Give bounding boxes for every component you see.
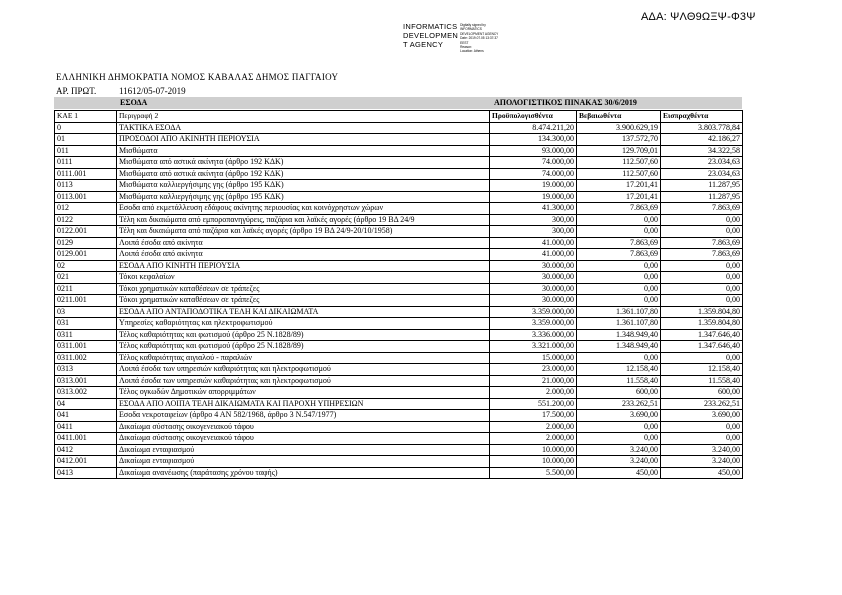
description-cell: Δικαίωμα ανανέωσης (παράτασης χρόνου ταφής) xyxy=(117,467,490,479)
table-row xyxy=(55,352,743,364)
assessed-cell: 0,00 xyxy=(577,214,661,226)
kae-cell: 041 xyxy=(55,410,117,422)
budgeted-cell: 2.000,00 xyxy=(490,433,577,445)
collected-cell: 3.240,00 xyxy=(661,444,743,456)
collected-cell: 600,00 xyxy=(661,387,743,399)
description-cell: Εσοδα από εκμετάλλευση εδάφους ακίνητης περιουσίας και κοινόχρηστων χώρων xyxy=(117,203,490,215)
digital-signature-stamp xyxy=(403,22,498,54)
table-row xyxy=(55,387,743,399)
kae-cell: 04 xyxy=(55,398,117,410)
assessed-cell: 0,00 xyxy=(577,421,661,433)
kae-cell: 0211.001 xyxy=(55,295,117,307)
collected-cell: 1.347.646,40 xyxy=(661,329,743,341)
budgeted-cell: 3.336.000,00 xyxy=(490,329,577,341)
description-cell: Τέλος ογκωδών Δημοτικών απορριμμάτων xyxy=(117,387,490,399)
table-row xyxy=(55,226,743,238)
budgeted-cell: 30.000,00 xyxy=(490,260,577,272)
table-row xyxy=(55,456,743,468)
budgeted-cell: 300,00 xyxy=(490,226,577,238)
assessed-cell: 129.709,01 xyxy=(577,145,661,157)
kae-cell: 0211 xyxy=(55,283,117,295)
budgeted-cell: 41.000,00 xyxy=(490,249,577,261)
table-row xyxy=(55,329,743,341)
budgeted-cell: 2.000,00 xyxy=(490,421,577,433)
assessed-cell: 3.900.629,19 xyxy=(577,122,661,134)
description-cell: Μισθώματα από αστικά ακίνητα (άρθρο 192 ΚΔΚ) xyxy=(117,157,490,169)
assessed-cell: 137.572,70 xyxy=(577,134,661,146)
collected-cell: 0,00 xyxy=(661,352,743,364)
assessed-cell: 0,00 xyxy=(577,260,661,272)
kae-cell: 02 xyxy=(55,260,117,272)
column-header: Βεβαιωθέντα xyxy=(577,111,661,123)
table-row xyxy=(55,341,743,353)
signature-line: INFORMATICS xyxy=(460,27,482,32)
collected-cell: 7.863,69 xyxy=(661,249,743,261)
budgeted-cell: 10.000,00 xyxy=(490,456,577,468)
kae-cell: 0313 xyxy=(55,364,117,376)
collected-cell: 3.240,00 xyxy=(661,456,743,468)
description-cell: ΤΑΚΤΙΚΑ ΕΣΟΔΑ xyxy=(117,122,490,134)
table-row xyxy=(55,180,743,192)
assessed-cell: 11.558,40 xyxy=(577,375,661,387)
table-row xyxy=(55,134,743,146)
kae-cell: 0413 xyxy=(55,467,117,479)
logo-line: INFORMATICS xyxy=(403,22,458,31)
description-cell: Δικαίωμα σύστασης οικογενειακού τάφου xyxy=(117,421,490,433)
budgeted-cell: 19.000,00 xyxy=(490,191,577,203)
budgeted-cell: 74.000,00 xyxy=(490,168,577,180)
description-cell: Μισθώματα xyxy=(117,145,490,157)
table-row xyxy=(55,168,743,180)
description-cell: ΕΣΟΔΑ ΑΠΟ ΚΙΝΗΤΗ ΠΕΡΙΟΥΣΙΑ xyxy=(117,260,490,272)
collected-cell: 23.034,63 xyxy=(661,168,743,180)
assessed-cell: 112.507,60 xyxy=(577,168,661,180)
budgeted-cell: 3.321.000,00 xyxy=(490,341,577,353)
table-row xyxy=(55,157,743,169)
budgeted-cell: 23.000,00 xyxy=(490,364,577,376)
assessed-cell: 7.863,69 xyxy=(577,237,661,249)
description-cell: Δικαίωμα ενταφιασμού xyxy=(117,444,490,456)
description-cell: ΠΡΟΣΟΔΟΙ ΑΠΟ ΑΚΙΝΗΤΗ ΠΕΡΙΟΥΣΙΑ xyxy=(117,134,490,146)
protocol-number xyxy=(56,86,186,96)
collected-cell: 0,00 xyxy=(661,421,743,433)
organization-header: ΕΛΛΗΝΙΚΗ ΔΗΜΟΚΡΑΤΙΑ ΝΟΜΟΣ ΚΑΒΑΛΑΣ ΔΗΜΟΣ ΠΑΓΓΑΙΟΥ xyxy=(56,72,339,82)
budgeted-cell: 3.359.000,00 xyxy=(490,318,577,330)
budgeted-cell: 30.000,00 xyxy=(490,283,577,295)
column-header: ΚΑΕ 1 xyxy=(55,111,117,123)
assessed-cell: 3.240,00 xyxy=(577,444,661,456)
description-cell: Τόκοι κεφαλαίων xyxy=(117,272,490,284)
budgeted-cell: 93.000,00 xyxy=(490,145,577,157)
kae-cell: 031 xyxy=(55,318,117,330)
description-cell: Δικαίωμα ενταφιασμού xyxy=(117,456,490,468)
collected-cell: 3.803.778,84 xyxy=(661,122,743,134)
description-cell: Λοιπά έσοδα των υπηρεσιών καθαριότητας και ηλεκτροφωτισμού xyxy=(117,364,490,376)
collected-cell: 34.322,58 xyxy=(661,145,743,157)
signature-details xyxy=(460,23,498,54)
assessed-cell: 17.201,41 xyxy=(577,180,661,192)
collected-cell: 0,00 xyxy=(661,214,743,226)
description-cell: Τόκοι χρηματικών καταθέσεων σε τράπεζες xyxy=(117,295,490,307)
table-row xyxy=(55,467,743,479)
table-header-row xyxy=(55,111,743,123)
assessed-cell: 3.240,00 xyxy=(577,456,661,468)
table-row xyxy=(55,191,743,203)
kae-cell: 0129 xyxy=(55,237,117,249)
kae-cell: 0411.001 xyxy=(55,433,117,445)
table-row xyxy=(55,145,743,157)
budgeted-cell: 8.474.211,20 xyxy=(490,122,577,134)
table-row xyxy=(55,306,743,318)
budgeted-cell: 5.500,00 xyxy=(490,467,577,479)
kae-cell: 0 xyxy=(55,122,117,134)
table-row xyxy=(55,375,743,387)
column-header: Εισπραχθέντα xyxy=(661,111,743,123)
description-cell: Δικαίωμα σύστασης οικογενειακού τάφου xyxy=(117,433,490,445)
assessed-cell: 112.507,60 xyxy=(577,157,661,169)
assessed-cell: 7.863,69 xyxy=(577,203,661,215)
assessed-cell: 0,00 xyxy=(577,433,661,445)
table-row xyxy=(55,398,743,410)
assessed-cell: 0,00 xyxy=(577,352,661,364)
kae-cell: 0311 xyxy=(55,329,117,341)
description-cell: Λοιπά έσοδα από ακίνητα xyxy=(117,249,490,261)
kae-cell: 0113.001 xyxy=(55,191,117,203)
collected-cell: 1.347.646,40 xyxy=(661,341,743,353)
collected-cell: 3.690,00 xyxy=(661,410,743,422)
table-row xyxy=(55,318,743,330)
assessed-cell: 233.262,51 xyxy=(577,398,661,410)
description-cell: Μισθώματα καλλιεργήσιμης γης (άρθρο 195 ΚΔΚ) xyxy=(117,180,490,192)
table-row xyxy=(55,433,743,445)
description-cell: Τέλος καθαριότητας και φωτισμού (άρθρο 25 Ν.1828/89) xyxy=(117,329,490,341)
assessed-cell: 0,00 xyxy=(577,226,661,238)
collected-cell: 0,00 xyxy=(661,295,743,307)
section-band xyxy=(54,97,742,109)
budgeted-cell: 10.000,00 xyxy=(490,444,577,456)
assessed-cell: 3.690,00 xyxy=(577,410,661,422)
signature-line: DEVELOPMENT AGENCY xyxy=(460,31,499,36)
kae-cell: 0311.001 xyxy=(55,341,117,353)
protocol-label: ΑΡ. ΠΡΩΤ. xyxy=(56,86,97,96)
kae-cell: 01 xyxy=(55,134,117,146)
assessed-cell: 17.201,41 xyxy=(577,191,661,203)
description-cell: Τέλος καθαριότητας αιγιαλού - παραλιών xyxy=(117,352,490,364)
collected-cell: 0,00 xyxy=(661,226,743,238)
collected-cell: 42.186,27 xyxy=(661,134,743,146)
table-row xyxy=(55,272,743,284)
kae-cell: 0313.002 xyxy=(55,387,117,399)
kae-cell: 021 xyxy=(55,272,117,284)
assessed-cell: 1.361.107,80 xyxy=(577,306,661,318)
table-row xyxy=(55,364,743,376)
kae-cell: 0129.001 xyxy=(55,249,117,261)
assessed-cell: 0,00 xyxy=(577,295,661,307)
logo-line: DEVELOPMEN xyxy=(403,31,459,40)
assessed-cell: 0,00 xyxy=(577,283,661,295)
kae-cell: 0311.002 xyxy=(55,352,117,364)
collected-cell: 0,00 xyxy=(661,272,743,284)
collected-cell: 450,00 xyxy=(661,467,743,479)
budgeted-cell: 19.000,00 xyxy=(490,180,577,192)
collected-cell: 0,00 xyxy=(661,283,743,295)
table-row xyxy=(55,214,743,226)
budgeted-cell: 17.500,00 xyxy=(490,410,577,422)
budgeted-cell: 30.000,00 xyxy=(490,295,577,307)
budgeted-cell: 74.000,00 xyxy=(490,157,577,169)
table-row xyxy=(55,249,743,261)
budgeted-cell: 21.000,00 xyxy=(490,375,577,387)
description-cell: ΕΣΟΔΑ ΑΠΟ ΑΝΤΑΠΟΔΟΤΙΚΑ ΤΕΛΗ ΚΑΙ ΔΙΚΑΙΩΜΑΤΑ xyxy=(117,306,490,318)
description-cell: Λοιπά έσοδα των υπηρεσιών καθαριότητας και ηλεκτροφωτισμού xyxy=(117,375,490,387)
kae-cell: 0313.001 xyxy=(55,375,117,387)
kae-cell: 0122.001 xyxy=(55,226,117,238)
ada-code: ΑΔΑ: ΨΛΘ9ΩΞΨ-Φ3Ψ xyxy=(641,11,756,23)
budgeted-cell: 134.300,00 xyxy=(490,134,577,146)
signature-line: Location: Athens xyxy=(460,49,484,54)
kae-cell: 0111.001 xyxy=(55,168,117,180)
budgeted-cell: 300,00 xyxy=(490,214,577,226)
description-cell: ΕΣΟΔΑ ΑΠΟ ΛΟΙΠΑ ΤΕΛΗ ΔΙΚΑΙΩΜΑΤΑ ΚΑΙ ΠΑΡΟΧΗ ΥΠΗΡΕΣΙΩΝ xyxy=(117,398,490,410)
budgeted-cell: 30.000,00 xyxy=(490,272,577,284)
protocol-value: 11612/05-07-2019 xyxy=(119,86,186,96)
assessed-cell: 0,00 xyxy=(577,272,661,284)
collected-cell: 7.863,69 xyxy=(661,237,743,249)
table-row xyxy=(55,122,743,134)
table-row xyxy=(55,421,743,433)
logo-line: T AGENCY xyxy=(403,40,444,49)
description-cell: Μισθώματα καλλιεργήσιμης γης (άρθρο 195 ΚΔΚ) xyxy=(117,191,490,203)
budgeted-cell: 3.359.000,00 xyxy=(490,306,577,318)
kae-cell: 03 xyxy=(55,306,117,318)
collected-cell: 0,00 xyxy=(661,260,743,272)
description-cell: Τόκοι χρηματικών καταθέσεων σε τράπεζες xyxy=(117,283,490,295)
description-cell: Τέλος καθαριότητας και φωτισμού (άρθρο 25 Ν.1828/89) xyxy=(117,341,490,353)
kae-cell: 012 xyxy=(55,203,117,215)
description-cell: Υπηρεσίες καθαριότητας και ηλεκτροφωτισμού xyxy=(117,318,490,330)
kae-cell: 0411 xyxy=(55,421,117,433)
table-row xyxy=(55,410,743,422)
table-row xyxy=(55,444,743,456)
collected-cell: 11.558,40 xyxy=(661,375,743,387)
collected-cell: 11.287,95 xyxy=(661,191,743,203)
signature-line: EEST xyxy=(460,40,469,45)
table-row xyxy=(55,283,743,295)
collected-cell: 11.287,95 xyxy=(661,180,743,192)
table-row xyxy=(55,203,743,215)
signature-line: Date: 2019.07.05 13:37:37 xyxy=(460,36,498,41)
collected-cell: 7.863,69 xyxy=(661,203,743,215)
collected-cell: 23.034,63 xyxy=(661,157,743,169)
assessed-cell: 1.348.949,40 xyxy=(577,329,661,341)
signature-line: Digitally signed by xyxy=(460,23,486,27)
description-cell: Εσοδα νεκροταφείων (άρθρο 4 ΑΝ 582/1968, άρθρο 3 Ν.547/1977) xyxy=(117,410,490,422)
signature-line: Reason: xyxy=(460,45,472,50)
collected-cell: 12.158,40 xyxy=(661,364,743,376)
kae-cell: 0113 xyxy=(55,180,117,192)
collected-cell: 1.359.804,80 xyxy=(661,318,743,330)
section-title: ΕΣΟΔΑ xyxy=(120,98,148,107)
collected-cell: 0,00 xyxy=(661,433,743,445)
collected-cell: 1.359.804,80 xyxy=(661,306,743,318)
assessed-cell: 450,00 xyxy=(577,467,661,479)
budgeted-cell: 2.000,00 xyxy=(490,387,577,399)
column-header: Περιγραφή 2 xyxy=(117,111,490,123)
assessed-cell: 7.863,69 xyxy=(577,249,661,261)
description-cell: Λοιπά έσοδα από ακίνητα xyxy=(117,237,490,249)
table-row xyxy=(55,295,743,307)
assessed-cell: 600,00 xyxy=(577,387,661,399)
budgeted-cell: 41.000,00 xyxy=(490,237,577,249)
budgeted-cell: 15.000,00 xyxy=(490,352,577,364)
description-cell: Τέλη και δικαιώματα από εμποροπανηγύρεις, παζάρια και λαϊκές αγορές (άρθρο 19 ΒΔ 24/9 xyxy=(117,214,490,226)
budgeted-cell: 551.200,00 xyxy=(490,398,577,410)
kae-cell: 011 xyxy=(55,145,117,157)
kae-cell: 0111 xyxy=(55,157,117,169)
column-header: Προϋπολογισθέντα xyxy=(490,111,577,123)
table-row xyxy=(55,260,743,272)
signature-logo xyxy=(403,22,458,54)
assessed-cell: 1.361.107,80 xyxy=(577,318,661,330)
kae-cell: 0412 xyxy=(55,444,117,456)
assessed-cell: 1.348.949,40 xyxy=(577,341,661,353)
table-row xyxy=(55,237,743,249)
kae-cell: 0122 xyxy=(55,214,117,226)
kae-cell: 0412.001 xyxy=(55,456,117,468)
report-title: ΑΠΟΛΟΓΙΣΤΙΚΟΣ ΠΙΝΑΚΑΣ 30/6/2019 xyxy=(494,98,637,107)
revenue-table xyxy=(54,110,743,479)
collected-cell: 233.262,51 xyxy=(661,398,743,410)
budgeted-cell: 41.300,00 xyxy=(490,203,577,215)
description-cell: Μισθώματα από αστικά ακίνητα (άρθρο 192 ΚΔΚ) xyxy=(117,168,490,180)
assessed-cell: 12.158,40 xyxy=(577,364,661,376)
description-cell: Τέλη και δικαιώματα από παζάρια και λαϊκές αγορές (άρθρο 19 ΒΔ 24/9-20/10/1958) xyxy=(117,226,490,238)
